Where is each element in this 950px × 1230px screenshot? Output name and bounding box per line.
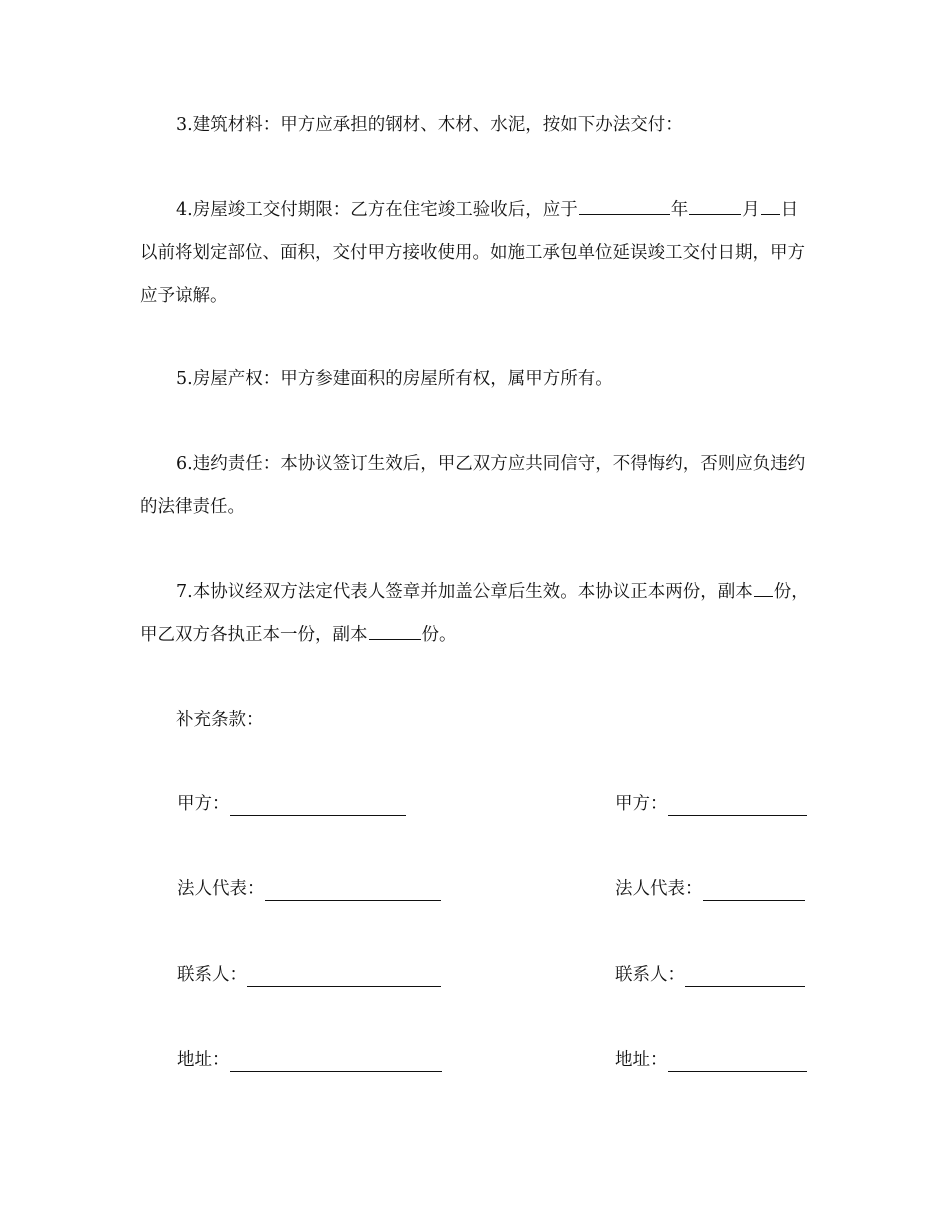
clause-4-month-label: 月 bbox=[742, 200, 760, 220]
left-address-field[interactable] bbox=[230, 1053, 442, 1072]
right-address-field[interactable] bbox=[668, 1053, 807, 1072]
clause-7-text-c: 份。 bbox=[421, 625, 457, 645]
clause-4-text-b: 日以前将划定部位、面积，交付甲方接收使用。如施工承包单位延误竣工交付日期，甲方应予谅解。 bbox=[140, 200, 805, 306]
right-legal-rep-field[interactable] bbox=[703, 882, 805, 901]
clause-5 bbox=[140, 358, 815, 401]
left-legal-rep-field[interactable] bbox=[265, 882, 441, 901]
clause-6-text: 6.违约责任：本协议签订生效后，甲乙双方应共同信守，不得悔约，否则应负违约的法律责任。 bbox=[140, 454, 806, 517]
left-contact-field[interactable] bbox=[247, 968, 441, 987]
clause-4-text-a: 4.房屋竣工交付期限：乙方在住宅竣工验收后，应于 bbox=[176, 200, 578, 220]
left-party-label: 甲方： bbox=[177, 794, 230, 814]
clause-7-text-b: 份，甲乙双方各执正本一份，副本 bbox=[140, 582, 809, 645]
left-address-row bbox=[177, 1048, 442, 1072]
supplement-text: 补充条款： bbox=[176, 710, 264, 730]
right-legal-rep-label: 法人代表： bbox=[615, 879, 703, 899]
left-party-row bbox=[177, 792, 406, 816]
right-contact-label: 联系人： bbox=[615, 965, 685, 985]
right-address-label: 地址： bbox=[615, 1050, 668, 1070]
right-legal-rep-row bbox=[615, 877, 805, 901]
left-contact-label: 联系人： bbox=[177, 965, 247, 985]
left-legal-rep-row bbox=[177, 877, 441, 901]
clause-5-text: 5.房屋产权：甲方参建面积的房屋所有权，属甲方所有。 bbox=[176, 369, 613, 389]
clause-4-year-label: 年 bbox=[670, 200, 689, 220]
clause-7-text-a: 7.本协议经双方法定代表人签章并加盖公章后生效。本协议正本两份，副本 bbox=[176, 582, 753, 602]
clause-3 bbox=[140, 104, 815, 147]
left-address-label: 地址： bbox=[177, 1050, 230, 1070]
left-legal-rep-label: 法人代表： bbox=[177, 879, 265, 899]
left-party-field[interactable] bbox=[230, 797, 406, 816]
right-contact-field[interactable] bbox=[685, 968, 805, 987]
completion-month-blank[interactable] bbox=[689, 197, 741, 216]
copies-count-blank-2[interactable] bbox=[369, 622, 421, 641]
clause-6 bbox=[140, 443, 815, 529]
clause-3-text: 3.建筑材料：甲方应承担的钢材、木材、水泥，按如下办法交付： bbox=[176, 115, 683, 135]
right-party-label: 甲方： bbox=[615, 794, 668, 814]
right-address-row bbox=[615, 1048, 807, 1072]
copies-count-blank-1[interactable] bbox=[754, 579, 773, 598]
right-party-field[interactable] bbox=[668, 797, 807, 816]
left-contact-row bbox=[177, 963, 441, 987]
right-party-row bbox=[615, 792, 807, 816]
completion-year-blank[interactable] bbox=[579, 197, 670, 216]
clause-7 bbox=[140, 571, 815, 657]
supplementary-terms-heading bbox=[140, 699, 815, 742]
right-contact-row bbox=[615, 963, 805, 987]
clause-4 bbox=[140, 189, 815, 318]
completion-day-blank[interactable] bbox=[761, 197, 780, 216]
